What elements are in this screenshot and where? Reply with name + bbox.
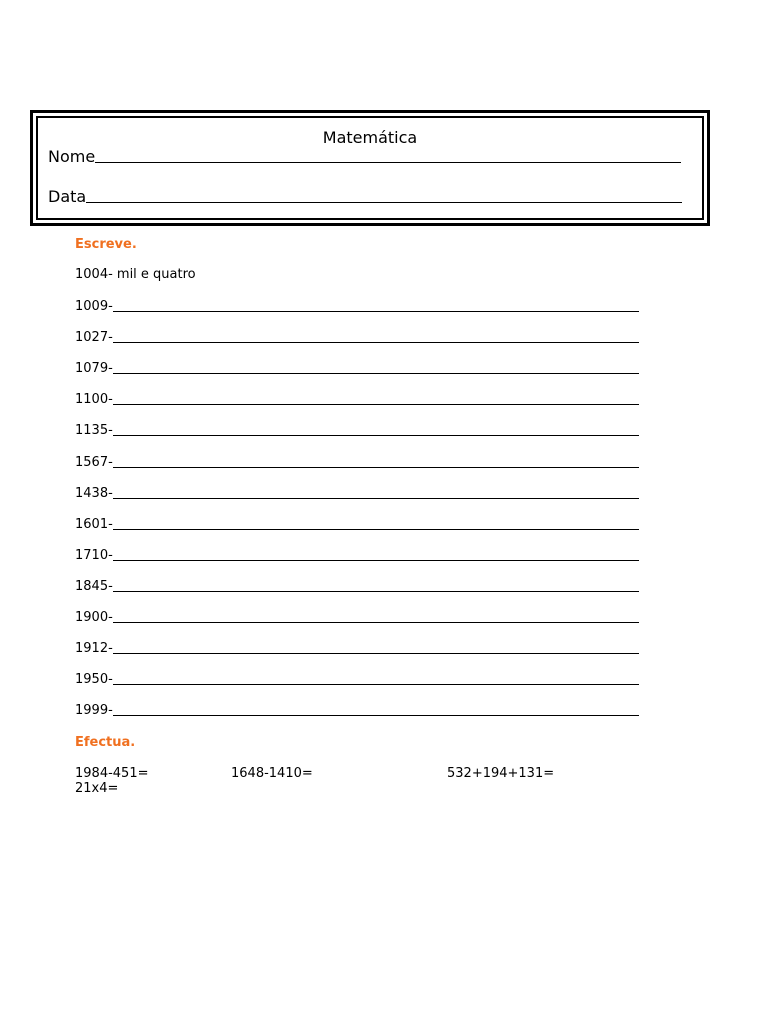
- number-label: 1009-: [75, 299, 113, 314]
- answer-blank-line[interactable]: [113, 435, 639, 436]
- example-line: 1004- mil e quatro: [75, 267, 196, 282]
- answer-blank-line[interactable]: [113, 498, 639, 499]
- number-item[interactable]: [75, 454, 639, 470]
- date-blank-line[interactable]: [86, 201, 682, 203]
- answer-blank-line[interactable]: [113, 653, 639, 654]
- number-item[interactable]: [75, 702, 639, 718]
- operation-3: 532+194+131=: [447, 766, 555, 781]
- number-item[interactable]: [75, 578, 639, 594]
- number-label: 1950-: [75, 672, 113, 687]
- answer-blank-line[interactable]: [113, 342, 639, 343]
- name-blank-line[interactable]: [95, 161, 681, 163]
- operation-1: 1984-451=: [75, 766, 149, 781]
- number-item[interactable]: [75, 422, 639, 438]
- date-label: Data: [48, 187, 87, 206]
- number-label: 1601-: [75, 517, 113, 532]
- header-box: [30, 110, 710, 226]
- answer-blank-line[interactable]: [113, 560, 639, 561]
- name-field[interactable]: [48, 147, 681, 166]
- number-item[interactable]: [75, 485, 639, 501]
- answer-blank-line[interactable]: [113, 684, 639, 685]
- number-item[interactable]: [75, 547, 639, 563]
- section-title-escreve: Escreve.: [75, 237, 137, 252]
- number-label: 1100-: [75, 392, 113, 407]
- operation-4: 21x4=: [75, 781, 119, 796]
- answer-blank-line[interactable]: [113, 715, 639, 716]
- number-item[interactable]: [75, 298, 639, 314]
- number-item[interactable]: [75, 360, 639, 376]
- answer-blank-line[interactable]: [113, 467, 639, 468]
- number-item[interactable]: [75, 609, 639, 625]
- number-label: 1567-: [75, 455, 113, 470]
- operation-2: 1648-1410=: [231, 766, 313, 781]
- number-label: 1912-: [75, 641, 113, 656]
- name-label: Nome: [48, 147, 96, 166]
- number-label: 1900-: [75, 610, 113, 625]
- answer-blank-line[interactable]: [113, 591, 639, 592]
- number-item[interactable]: [75, 391, 639, 407]
- number-item[interactable]: [75, 329, 639, 345]
- number-label: 1079-: [75, 361, 113, 376]
- number-label: 1845-: [75, 579, 113, 594]
- answer-blank-line[interactable]: [113, 311, 639, 312]
- answer-blank-line[interactable]: [113, 373, 639, 374]
- number-item[interactable]: [75, 671, 639, 687]
- page-title: Matemática: [322, 128, 418, 147]
- date-field[interactable]: [48, 187, 682, 206]
- number-label: 1710-: [75, 548, 113, 563]
- number-label: 1135-: [75, 423, 113, 438]
- number-item[interactable]: [75, 516, 639, 532]
- number-label: 1027-: [75, 330, 113, 345]
- number-item[interactable]: [75, 640, 639, 656]
- number-label: 1999-: [75, 703, 113, 718]
- number-label: 1438-: [75, 486, 113, 501]
- answer-blank-line[interactable]: [113, 622, 639, 623]
- header-inner-border: [36, 116, 704, 220]
- section-title-efectua: Efectua.: [75, 735, 136, 750]
- answer-blank-line[interactable]: [113, 529, 639, 530]
- answer-blank-line[interactable]: [113, 404, 639, 405]
